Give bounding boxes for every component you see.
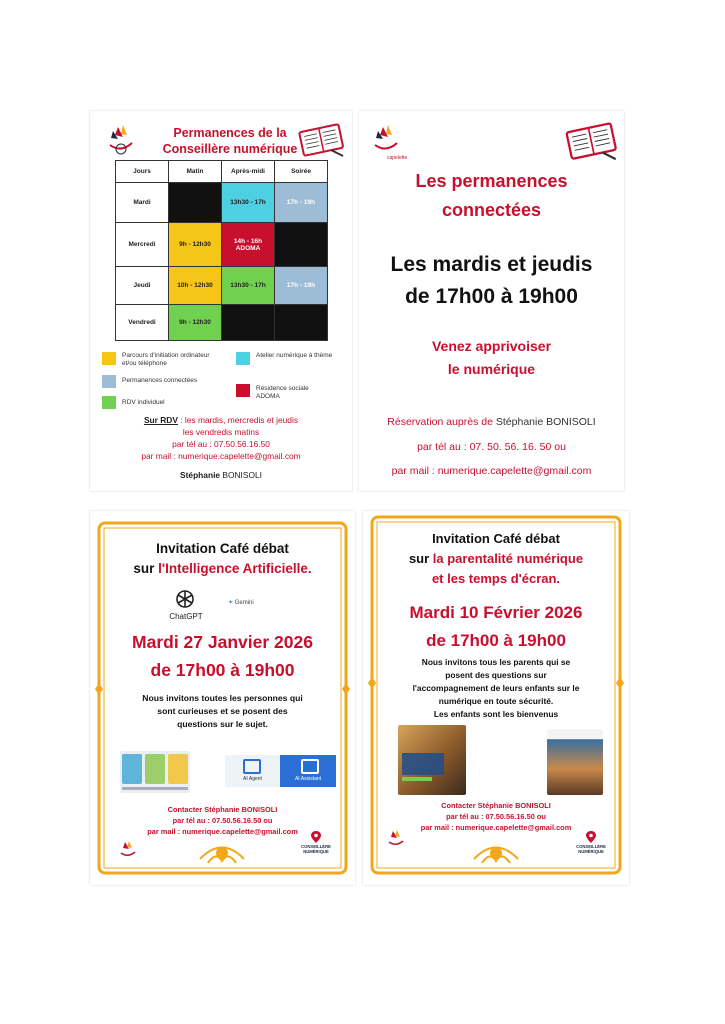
capelette-logo-icon bbox=[369, 123, 411, 165]
capelette-logo-icon bbox=[385, 829, 407, 851]
slot-cell: 17h - 19h bbox=[275, 267, 328, 305]
capelette-logo-icon bbox=[106, 123, 136, 159]
legend-swatch bbox=[236, 352, 250, 365]
slot-cell: 14h - 16h ADOMA bbox=[222, 223, 275, 267]
slot-cell bbox=[169, 183, 222, 223]
parentality-debate-body: Nous invitons tous les parents qui se posent des questions sur l'accompagnement de leurs enfants sur le numérique en toute sécurité. Les enfants sont les bienvenus bbox=[412, 657, 580, 719]
slot-cell bbox=[275, 305, 328, 341]
capelette-logo-icon bbox=[117, 840, 139, 862]
conseillere-badge: CONSEILLÈRE NUMÉRIQUE bbox=[576, 844, 606, 854]
parentality-debate-flyer bbox=[363, 511, 629, 885]
day-cell: Mardi bbox=[116, 183, 169, 223]
legend-label: Permanences connectées bbox=[122, 377, 198, 384]
ai-illustration-image bbox=[120, 751, 190, 793]
legend-label: Résidence sociale ADOMA bbox=[256, 385, 309, 400]
legend-swatch bbox=[102, 375, 116, 388]
permanences-tagline: Venez apprivoiser le numérique bbox=[431, 338, 552, 377]
location-pin-icon bbox=[586, 831, 596, 843]
ai-debate-datetime: Mardi 27 Janvier 2026 de 17h00 à 19h00 bbox=[132, 632, 313, 680]
slot-cell: 13h30 - 17h bbox=[222, 183, 275, 223]
legend-label: Parcours d'initiation ordinateur et/ou téléphone bbox=[122, 352, 210, 367]
schedule-flyer bbox=[90, 111, 352, 491]
day-cell: Mercredi bbox=[116, 223, 169, 267]
slot-cell: 10h - 12h30 bbox=[169, 267, 222, 305]
legend-label: RDV individuel bbox=[122, 399, 165, 406]
family-screen-image bbox=[398, 725, 466, 795]
legend-label: Atelier numérique à thème bbox=[256, 352, 333, 359]
ai-agent-assistant-image: AI Agent AI Assistant bbox=[225, 755, 336, 787]
slot-cell: 9h - 12h30 bbox=[169, 223, 222, 267]
gemini-label: ✦ Gemini bbox=[228, 600, 254, 606]
day-cell: Jeudi bbox=[116, 267, 169, 305]
book-icon bbox=[564, 118, 618, 162]
legend-swatch bbox=[102, 396, 116, 409]
ai-debate-title: Invitation Café débat sur l'Intelligence Artificielle. bbox=[133, 541, 312, 576]
day-cell: Vendredi bbox=[116, 305, 169, 341]
legend-swatch bbox=[236, 384, 250, 397]
schedule-title: Permanences de la Conseillère numérique bbox=[162, 126, 298, 156]
permanences-title: Les permanences connectées bbox=[415, 171, 568, 220]
conseillere-badge: CONSEILLÈRE NUMÉRIQUE bbox=[301, 844, 331, 854]
header-soiree: Soirée bbox=[275, 161, 328, 183]
slot-cell bbox=[275, 223, 328, 267]
location-pin-icon bbox=[311, 831, 321, 843]
parentality-debate-datetime: Mardi 10 Février 2026 de 17h00 à 19h00 bbox=[409, 603, 583, 650]
chatgpt-label: ChatGPT bbox=[169, 612, 203, 621]
signature: Stéphanie BONISOLI bbox=[180, 470, 262, 480]
legend-swatch bbox=[102, 352, 116, 365]
rdv-info: Sur RDV : les mardis, mercredis et jeudis les vendredis matins par tél au : 07.50.56.16.50 par mail : numerique.capelette@gmail.com bbox=[141, 415, 301, 461]
parentality-debate-contact: Contacter Stéphanie BONISOLI par tél au : 07.50.56.16.50 ou par mail : numerique.capelette@gmail.com bbox=[420, 801, 572, 832]
slot-cell: 9h - 12h30 bbox=[169, 305, 222, 341]
slot-cell: 17h - 19h bbox=[275, 183, 328, 223]
children-screen-image bbox=[547, 729, 603, 795]
chatgpt-logo-icon bbox=[174, 588, 196, 610]
header-jours: Jours bbox=[116, 161, 169, 183]
ai-debate-contact: Contacter Stéphanie BONISOLI par tél au : 07.50.56.16.50 ou par mail : numerique.capelette@gmail.com bbox=[147, 805, 298, 836]
permanences-schedule: Les mardis et jeudis de 17h00 à 19h00 bbox=[390, 253, 593, 308]
book-icon bbox=[297, 120, 345, 158]
schedule-table bbox=[115, 160, 328, 341]
svg-text:capelette: capelette bbox=[387, 155, 408, 161]
header-matin: Matin bbox=[169, 161, 222, 183]
ai-debate-body: Nous invitons toutes les personnes qui sont curieuses et se posent des questions sur le sujet. bbox=[142, 693, 303, 729]
permanences-flyer bbox=[359, 111, 624, 491]
slot-cell bbox=[222, 305, 275, 341]
permanences-contact: Réservation auprès de Stéphanie BONISOLI par tél au : 07. 50. 56. 16. 50 ou par mail : numerique.capelette@gmail.com bbox=[387, 416, 596, 477]
header-apres-midi: Après-midi bbox=[222, 161, 275, 183]
slot-cell: 13h30 - 17h bbox=[222, 267, 275, 305]
ai-debate-flyer bbox=[90, 511, 355, 885]
parentality-debate-title: Invitation Café débat sur la parentalité numérique et les temps d'écran. bbox=[408, 531, 584, 586]
